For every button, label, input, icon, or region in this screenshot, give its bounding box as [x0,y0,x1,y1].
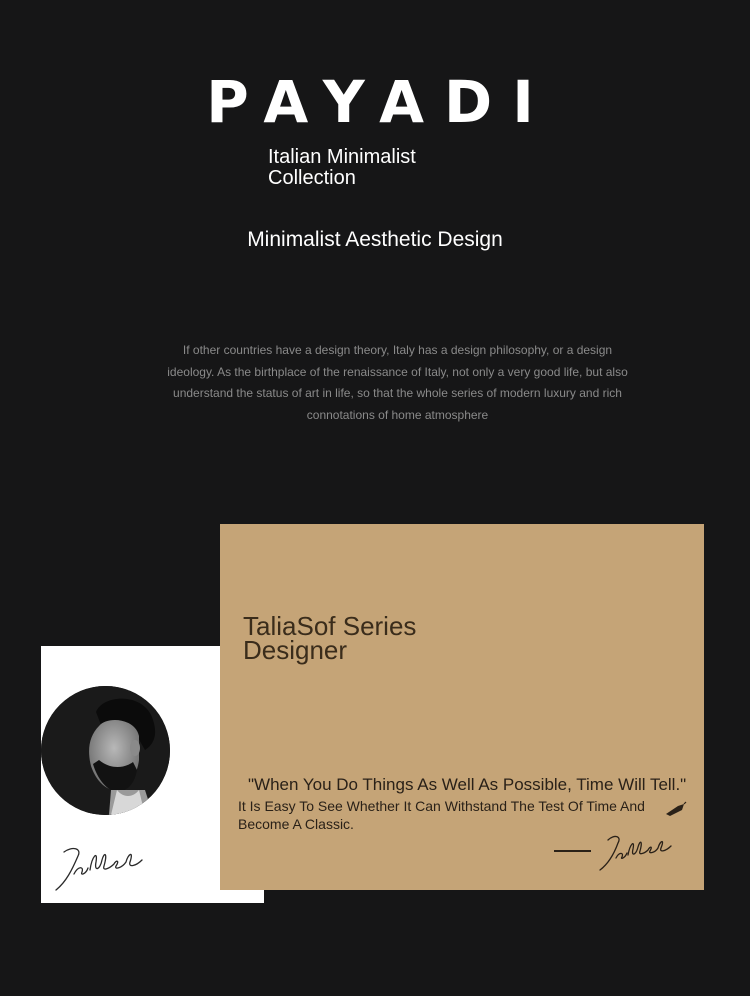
signature-right [598,828,678,883]
series-title [243,611,503,665]
tagline: Minimalist Aesthetic Design [247,228,503,251]
signature-graphic-right [598,828,678,878]
avatar [41,686,170,815]
pen-icon [664,800,688,823]
designer-quote-subtext: It Is Easy To See Whether It Can Withstand The Test Of Time And Become A Classic. [238,798,645,832]
intro-paragraph: If other countries have a design theory, Italy has a design philosophy, or a design ideology. As the birthplace of the renaissance of Italy, not only a very good life, but also understand the status of art in life, so that the whole series of modern luxury and rich connotations of home atmosphere [167,343,628,422]
designer-quote: "When You Do Things As Well As Possible, Time Will Tell." [248,775,687,794]
brand-title: PAYADI [206,68,554,136]
series-title-line-2: Designer [243,635,348,665]
subtitle-line-1: Italian Minimalist [268,146,416,168]
signature-left [52,838,152,903]
collection-subtitle [268,147,488,189]
signature-dash [554,850,591,852]
signature-graphic [52,838,152,898]
designer-portrait [41,686,170,815]
series-title-line-1: TaliaSof Series [243,611,417,641]
subtitle-line-2: Collection [268,167,356,189]
